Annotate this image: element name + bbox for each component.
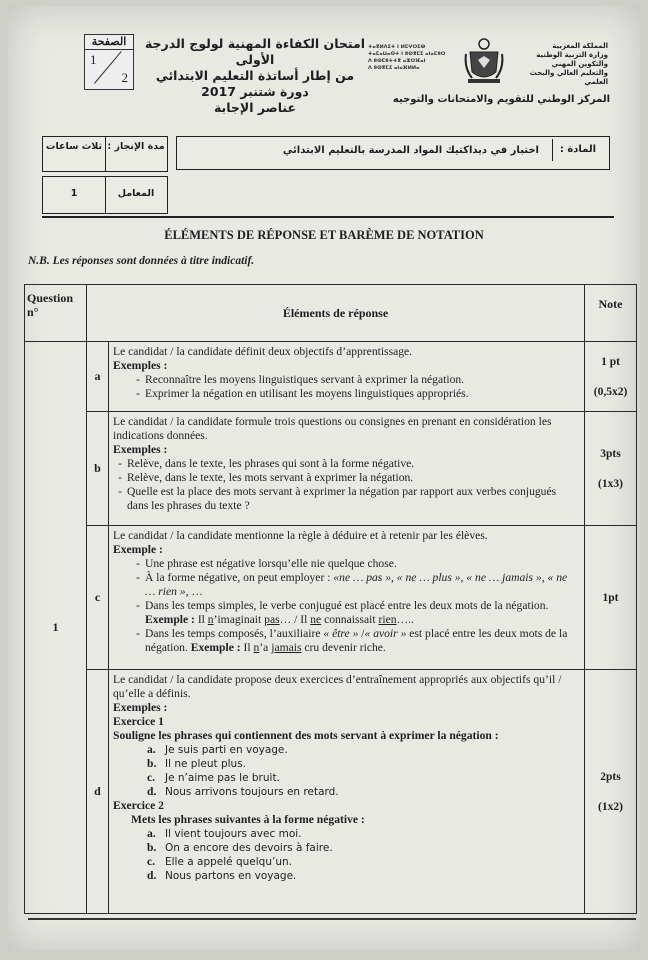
nb-note: N.B. Les réponses sont données à titre indicatif. — [28, 255, 255, 267]
exercise-title: Exercice 1 — [113, 715, 164, 728]
item-letter: c. — [147, 855, 156, 868]
answer-cell-d — [109, 670, 585, 914]
example-text: connaissait — [321, 613, 379, 626]
item-text: Nous arrivons toujours en retard. — [165, 786, 339, 798]
list-item: - Relève, dans le texte, les mots servant à exprimer la négation. — [118, 471, 414, 484]
note-detail: (1x2) — [598, 800, 623, 813]
rule-text: est placé entre les deux mots de la négation. — [145, 627, 568, 654]
coefficient-label: المعامل — [117, 188, 155, 199]
exam-title-line: من إطار أساتذة التعليم الابتدائي — [155, 68, 355, 83]
table-row-b — [25, 412, 637, 526]
answer-cell-a — [109, 342, 585, 412]
rule-text: / — [358, 627, 365, 640]
list-item: - Dans les temps composés, l’auxiliaire « être » /« avoir » est placé entre les deux mots de la négation. Exemple : Il n’a jamais cru devenir riche. — [136, 627, 568, 654]
col-question-header: Question n° — [25, 285, 87, 342]
note-cell-b — [585, 412, 637, 526]
list-item: - Quelle est la place des mots servant à exprimer la négation par rapport aux verbes conjugués dans les phrases du texte ? — [113, 485, 580, 513]
item-letter: d. — [147, 869, 157, 882]
list-item-text: Relève, dans le texte, les mots servant à exprimer la négation. — [127, 471, 414, 484]
exam-title-line: دورة شتنبر 2017 — [201, 84, 309, 99]
ministry-amazigh-line: ⴷ ⵓⵙⴳⵎⵉ ⴰⵏⴰⴼⵍⵍⴰ — [368, 65, 420, 71]
example-text: Il — [243, 641, 254, 654]
exercise-instruction: Souligne les phrases qui contiennent des mots servant à exprimer la négation : — [113, 729, 499, 742]
table-header-row — [25, 285, 637, 342]
item-letter: d. — [147, 785, 157, 798]
example-underlined: jamais — [271, 641, 302, 654]
list-item — [113, 841, 580, 855]
list-item-text: Reconnaître les moyens linguistiques servant à exprimer la négation. — [145, 373, 465, 386]
note-points: 1 pt — [601, 355, 620, 368]
table-row-c — [25, 526, 637, 670]
answer-intro: Le candidat / la candidate définit deux objectifs d’apprentissage. — [113, 345, 413, 358]
col-note-header: Note — [585, 285, 637, 342]
ministry-ar-line: والتكوين المهني — [551, 60, 608, 68]
ministry-ar — [512, 42, 608, 87]
page-divider — [94, 51, 122, 84]
answer-intro: Le candidat / la candidate formule trois questions ou consignes en prenant en considération les indications données. — [113, 415, 552, 442]
examples-label: Exemples : — [113, 443, 168, 456]
answer-cell-c — [109, 526, 585, 670]
national-center: المركز الوطني للتقويم والامتحانات والتوجيه — [392, 94, 610, 105]
list-item: - Relève, dans le texte, les phrases qui sont à la forme négative. — [118, 457, 415, 470]
note-detail: (1x3) — [598, 477, 623, 490]
auxiliary-etre: « être » — [323, 627, 359, 640]
list-item — [113, 855, 580, 869]
item-text: Il vient toujours avec moi. — [165, 828, 302, 840]
header-divider — [42, 216, 614, 218]
exercise-instruction: Mets les phrases suivantes à la forme négative : — [131, 813, 365, 826]
example-text: Il — [197, 613, 208, 626]
list-item-text: Une phrase est négative lorsqu’elle nie quelque chose. — [145, 557, 397, 570]
page-total: 2 — [121, 70, 128, 85]
ministry-amazigh-line: ⵜⴰⵎⴰⵡⴰⵙⵜ ⵏ ⵓⵙⴳⵎⵉ ⴰⵏⴰⵎⵓⵔ — [368, 51, 446, 57]
ministry-ar-line: والتعليم العالي والبحث العلمي — [529, 69, 608, 86]
list-item-text: Relève, dans le texte, les phrases qui sont à la forme négative. — [127, 457, 415, 470]
row-letter: d — [87, 670, 109, 914]
row-letter: b — [87, 412, 109, 526]
example-text: ’a — [259, 641, 272, 654]
duration-label: مدة الإنجاز : — [107, 141, 165, 152]
table-row-d — [25, 670, 637, 914]
list-item-text: Quelle est la place des mots servant à exprimer la négation par rapport aux verbes conjugués dans les phrases du texte ? — [127, 485, 557, 512]
subject-box — [176, 136, 610, 170]
note-cell-a — [585, 342, 637, 412]
example-inline-label: Exemple : — [190, 641, 244, 654]
note-points: 3pts — [600, 447, 621, 460]
ministry-amazigh-line: ⴷ ⵓⵙⵎⵓⵜⵜⴳ ⴰⵣⵔⴼⴰⵏ — [368, 58, 426, 64]
list-item: - Dans les temps simples, le verbe conjugué est placé entre les deux mots de la négation. Exemple : Il n’imaginait pas… / Il ne connaissait rien….. — [136, 599, 549, 626]
page-title: ÉLÉMENTS DE RÉPONSE ET BARÈME DE NOTATION — [164, 228, 484, 242]
page-bottom-rule — [28, 918, 636, 920]
subject-label: المادة : — [552, 139, 603, 161]
rule-text: Dans les temps composés, l’auxiliaire — [145, 627, 324, 640]
note-cell-d — [585, 670, 637, 914]
item-letter: b. — [147, 757, 157, 770]
question-number: 1 — [25, 342, 87, 914]
example-text: ’imaginait — [213, 613, 265, 626]
answer-cell-b — [109, 412, 585, 526]
item-letter: a. — [147, 827, 156, 840]
duration-value: ثلاث ساعات — [45, 141, 103, 152]
auxiliary-avoir: « avoir » — [364, 627, 407, 640]
example-text: … / Il — [279, 613, 311, 626]
ministry-ar-line: وزارة التربية الوطنية — [536, 51, 608, 59]
row-letter: c — [87, 526, 109, 670]
answer-table — [24, 284, 637, 914]
note-cell-c — [585, 526, 637, 670]
item-text: Il ne pleut plus. — [165, 758, 247, 770]
list-item: - Une phrase est négative lorsqu’elle nie quelque chose. — [136, 557, 397, 570]
exercise-title: Exercice 2 — [113, 799, 164, 812]
example-text: ….. — [396, 613, 414, 626]
example-inline-label: Exemple : — [145, 613, 198, 626]
exam-title-ar — [140, 36, 370, 116]
example-underlined: ne — [310, 613, 322, 626]
note-points: 2pts — [600, 770, 621, 783]
example-underlined: n — [207, 613, 214, 626]
answer-intro: Le candidat / la candidate propose deux exercices d’entraînement appropriés aux objectifs qu’il / qu’elle a définis. — [113, 673, 562, 700]
list-item-text: Exprimer la négation en utilisant les moyens linguistiques appropriés. — [145, 387, 469, 400]
list-item: - À la forme négative, on peut employer : «ne … pas », « ne … plus », « ne … jamais », « ne … rien », … — [136, 571, 568, 598]
duration-box — [42, 136, 168, 172]
row-letter: a — [87, 342, 109, 412]
col-elements-header: Éléments de réponse — [87, 285, 585, 342]
coefficient-box — [42, 176, 168, 214]
example-underlined: n — [253, 641, 260, 654]
item-text: Elle a appelé quelqu’un. — [165, 856, 292, 868]
table-row-a — [25, 342, 637, 412]
list-item — [113, 785, 580, 799]
note-detail: (0,5x2) — [593, 385, 628, 398]
subject-value: اختبار في ديداكتيك المواد المدرسة بالتعليم الابتدائي — [282, 145, 539, 156]
examples-label: Exemples : — [113, 701, 168, 714]
item-text: On a encore des devoirs à faire. — [165, 842, 333, 854]
coefficient-value: 1 — [70, 188, 78, 199]
ministry-amazigh — [368, 44, 458, 72]
ministry-amazigh-line: ⵜⴰⴳⵍⴷⵉⵜ ⵏ ⵍⵎⵖⵔⵉⴱ — [368, 44, 426, 50]
page-current: 1 — [90, 52, 97, 67]
exam-title-line: عناصر الإجابة — [213, 100, 297, 115]
list-item — [113, 869, 580, 883]
list-item — [113, 743, 580, 757]
item-text: Je n’aime pas le bruit. — [165, 772, 280, 784]
coat-of-arms-icon — [464, 38, 504, 84]
example-label: Exemple : — [113, 543, 163, 556]
exam-title-line: امتحان الكفاءة المهنية لولوج الدرجة الأولى — [144, 36, 366, 67]
page-indicator — [84, 34, 134, 90]
note-points: 1pt — [602, 591, 619, 604]
example-text: cru devenir riche. — [301, 641, 386, 654]
item-text: Je suis parti en voyage. — [165, 744, 288, 756]
rule-negation-words: «ne … pas », « ne … plus », « ne … jamais », « ne … rien », — [145, 571, 568, 598]
examples-label: Exemples : — [113, 359, 168, 372]
page-label: الصفحة — [85, 35, 133, 50]
example-underlined: rien — [378, 613, 397, 626]
answer-intro: Le candidat / la candidate mentionne la règle à déduire et à retenir par les élèves. — [113, 529, 488, 542]
rule-text: À la forme négative, on peut employer : — [145, 571, 334, 584]
item-letter: c. — [147, 771, 156, 784]
item-text: Nous partons en voyage. — [165, 870, 297, 882]
item-letter: a. — [147, 743, 156, 756]
list-item — [113, 771, 580, 785]
rule-text: Dans les temps simples, le verbe conjugué est placé entre les deux mots de la négation. — [145, 599, 549, 612]
example-underlined: pas — [264, 613, 280, 626]
list-item — [113, 827, 580, 841]
ministry-ar-line: المملكة المغربية — [552, 42, 608, 50]
item-letter: b. — [147, 841, 157, 854]
list-item: - Exprimer la négation en utilisant les moyens linguistiques appropriés. — [136, 387, 469, 400]
list-item — [113, 757, 580, 771]
list-item: - Reconnaître les moyens linguistiques servant à exprimer la négation. — [136, 373, 465, 386]
rule-text: … — [188, 585, 203, 598]
